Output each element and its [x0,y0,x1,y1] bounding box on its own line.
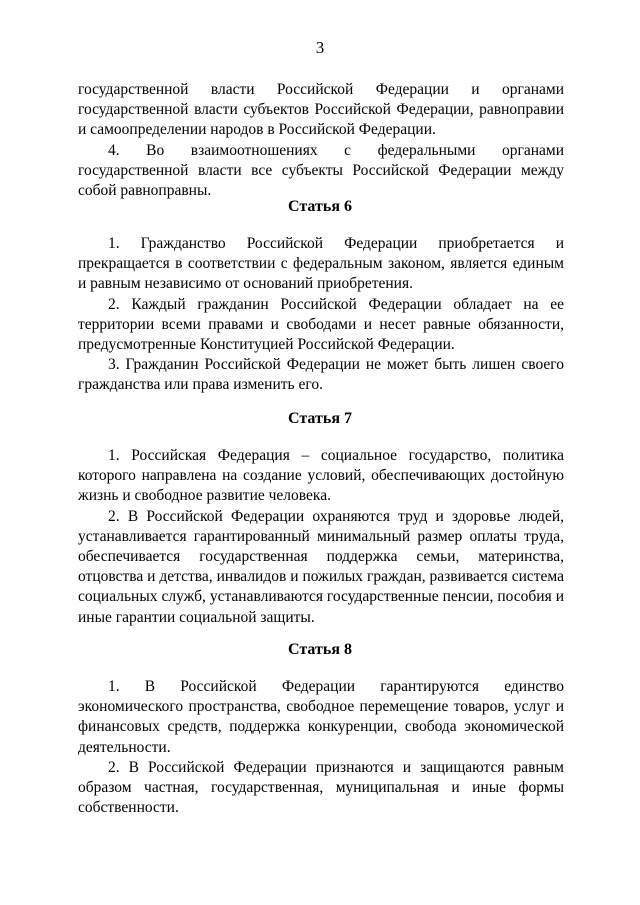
article-8-heading: Статья 8 [288,641,352,658]
paragraph: 3. Гражданин Российской Федерации не может быть лишен своего гражданства или права изменить его. [78,356,564,394]
paragraph: государственной власти Российской Федерации и органами государственной власти субъектов Российской Федерации, равноправии и самоопределении народов в Российской Федерации. [78,81,564,139]
article-7-heading: Статья 7 [288,410,352,427]
continuation-text [78,80,564,201]
paragraph: 1. Гражданство Российской Федерации приобретается и прекращается в соответствии с федеральным законом, является единым и равным независимо от оснований приобретения. [78,235,564,293]
paragraph: 2. В Российской Федерации охраняются труд и здоровье людей, устанавливается гарантированный минимальный размер оплаты труда, обеспечивается государственная поддержка семьи, материнства, отцовства и детства, инвалидов и пожилых граждан, развивается система социальных служб, устанавливаются государственные пенсии, пособия и иные гарантии социальной защиты. [78,507,564,626]
article-8-body [78,677,564,818]
paragraph: 2. Каждый гражданин Российской Федерации обладает на ее территории всеми правами и свободами и несет равные обязанности, предусмотренные Конституцией Российской Федерации. [78,295,564,354]
paragraph: 1. Российская Федерация – социальное государство, политика которого направлена на создание условий, обеспечивающих достойную жизнь и свободное развитие человека. [78,447,564,505]
paragraph: 2. В Российской Федерации признаются и защищаются равным образом частная, государственная, муниципальная и иные формы собственности. [78,758,564,817]
paragraph: 4. Во взаимоотношениях с федеральными органами государственной власти все субъекты Российской Федерации между собой равноправны. [78,141,564,200]
article-6-body [78,234,564,396]
paragraph: 1. В Российской Федерации гарантируются единство экономического пространства, свободное перемещение товаров, услуг и финансовых средств, поддержка конкуренции, свобода экономической деятельности. [78,678,564,756]
page-number: 3 [315,38,325,57]
article-7-body [78,446,564,628]
article-6-heading: Статья 6 [288,198,352,215]
